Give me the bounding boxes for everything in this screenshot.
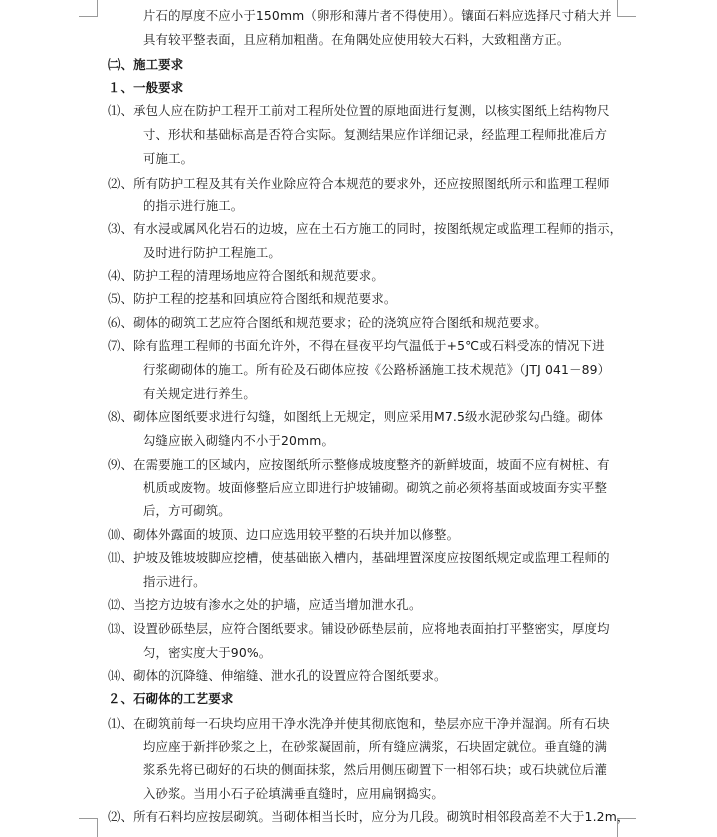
text-line: 后，方可砌筑。 [143, 503, 231, 518]
text-line: 浆系先将已砌好的石块的侧面抹浆，然后用侧压砌置下一相邻石块；或石块就位后灌 [143, 762, 608, 777]
text-line: 指示进行。 [143, 574, 206, 589]
text-line: 行浆砌砌体的施工。所有砼及石砌体应按《公路桥涵施工技术规范》（JTJ 041－89） [143, 362, 611, 377]
list-item-text: ⒀、设置砂砾垫层，应符合图纸要求。铺设砂砾垫层前，应将地表面拍打平整密实，厚度均 [108, 621, 610, 636]
text-line: 均应座于新拌砂浆之上，在砂浆凝固前，所有缝应满浆，石块固定就位。垂直缝的满 [143, 739, 608, 754]
list-item-text: ⑻、砌体应图纸要求进行勾缝，如图纸上无规定，则应采用M7.5级水泥砂浆勾凸缝。砌体 [108, 409, 603, 424]
list-item-text: ⑼、在需要施工的区域内，应按图纸所示整修成坡度整齐的新鲜坡面，坡面不应有树桩、有 [108, 457, 610, 472]
list-item-text: ⑹、砌体的砌筑工艺应符合图纸和规范要求；砼的浇筑应符合图纸和规范要求。 [108, 315, 547, 330]
text-line: 片石的厚度不应小于150mm（卵形和薄片者不得使用）。镶面石料应选择尺寸稍大并 [143, 8, 612, 23]
subsection-heading: １、一般要求 [108, 80, 184, 95]
list-item-text: ⑸、防护工程的挖基和回填应符合图纸和规范要求。 [108, 291, 397, 306]
subsection-heading: ２、石砌体的工艺要求 [108, 691, 234, 706]
crop-mark-top-right [617, 0, 636, 17]
list-item-text: ⑽、砌体外露面的坡顶、边口应选用较平整的石块并加以修整。 [108, 527, 460, 542]
text-line: 有关规定进行养生。 [143, 386, 256, 401]
list-item-text: ⑵、所有石料均应按层砌筑。当砌体相当长时，应分为几段。砌筑时相邻段高差不大于1.2m， [108, 809, 630, 824]
text-line: 入砂浆。当用小石子砼填满垂直缝时，应用扁钢捣实。 [143, 786, 444, 801]
text-line: 机质或废物。坡面修整后应立即进行护坡铺砌。砌筑之前必须将基面或坡面夯实平整 [143, 480, 608, 495]
list-item-text: ⑵、所有防护工程及其有关作业除应符合本规范的要求外，还应按照图纸所示和监理工程师 [108, 176, 610, 191]
section-heading: ㈡、施工要求 [108, 57, 184, 72]
list-item-text: ⑴、承包人应在防护工程开工前对工程所处位置的原地面进行复测，以核实图纸上结构物尺 [108, 103, 610, 118]
crop-mark-top-left [79, 0, 98, 17]
list-item-text: ⑴、在砌筑前每一石块均应用干净水洗净并使其彻底饱和，垫层亦应干净并湿润。所有石块 [108, 716, 610, 731]
list-item-text: ⑾、护坡及锥坡坡脚应挖槽，使基础嵌入槽内，基础埋置深度应按图纸规定或监理工程师的 [108, 550, 610, 565]
text-line: 具有较平整表面，且应稍加粗凿。在角隅处应使用较大石料，大致粗凿方正。 [143, 32, 570, 47]
text-line: 匀，密实度大于90%。 [143, 645, 272, 660]
text-line: 勾缝应嵌入砌缝内不小于20mm。 [143, 433, 334, 448]
list-item-text: ⑶、有水浸或属风化岩石的边坡，应在土石方施工的同时，按图纸规定或监理工程师的指示， [108, 221, 623, 236]
list-item-text: ⑷、防护工程的清理场地应符合图纸和规范要求。 [108, 268, 384, 283]
crop-mark-bottom-left [79, 818, 98, 837]
text-line: 可施工。 [143, 151, 194, 166]
text-line: 寸、形状和基础标高是否符合实际。复测结果应作详细记录，经监理工程师批准后方 [143, 127, 608, 142]
text-line: 及时进行防护工程施工。 [143, 245, 281, 260]
list-item-text: ⑺、除有监理工程师的书面允许外，不得在昼夜平均气温低于+5℃或石料受冻的情况下进 [108, 338, 605, 353]
list-item-text: ⒁、砌体的沉降缝、伸缩缝、泄水孔的设置应符合图纸要求。 [108, 668, 447, 683]
text-line: 的指示进行施工。 [143, 198, 244, 213]
list-item-text: ⑿、当挖方边坡有渗水之处的护墙，应适当增加泄水孔。 [108, 597, 422, 612]
